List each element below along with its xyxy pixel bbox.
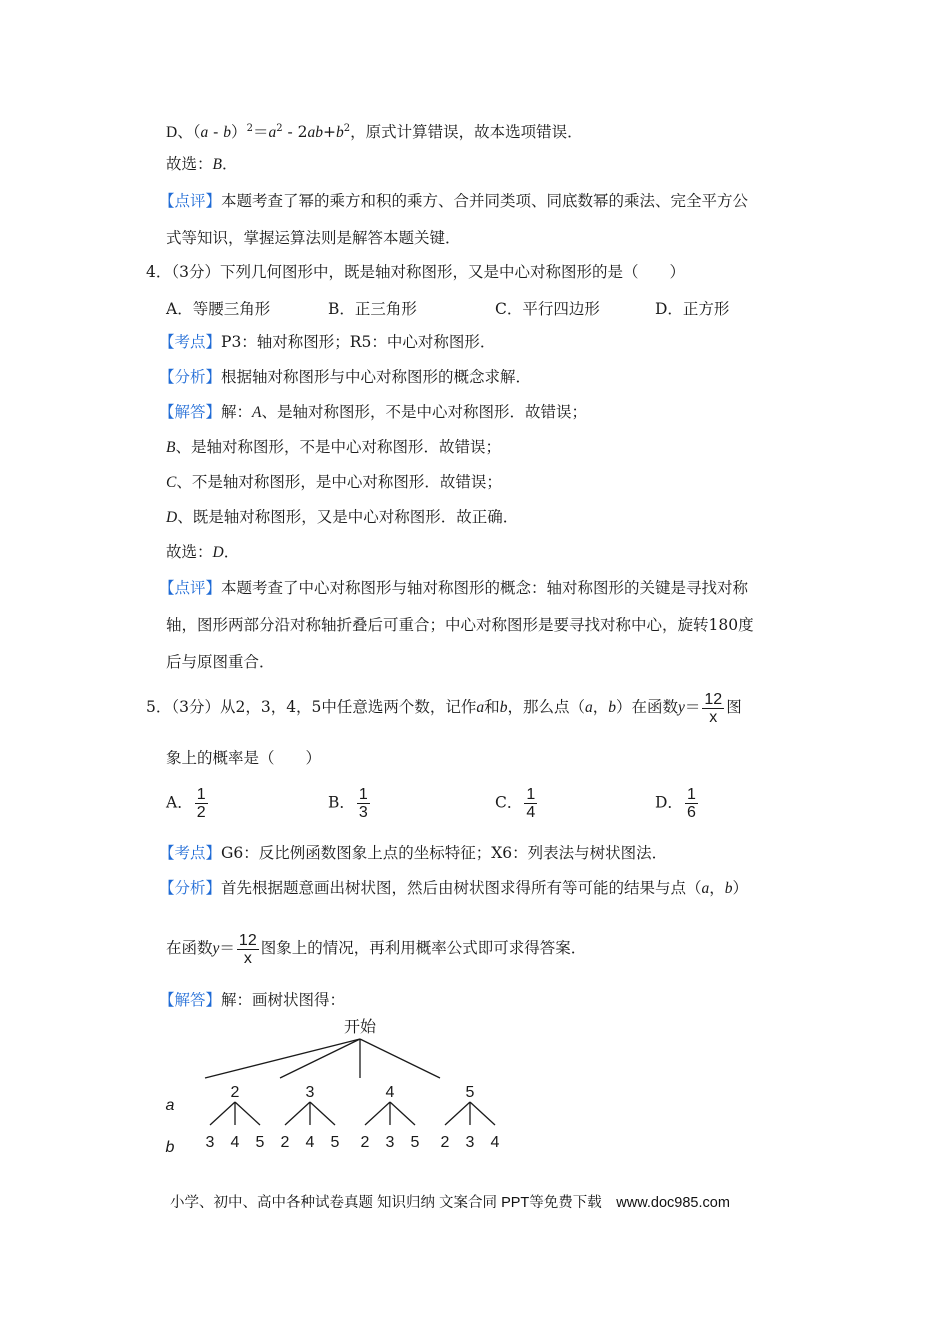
q5-option-d: D． $\frac{1}{6}$: [655, 786, 696, 821]
q5-stem-cont: 象上的概率是（ ）: [166, 749, 322, 767]
q5-kaodian: 【考点】G6：反比例函数图象上点的坐标特征；X6：列表法与树状图法．: [159, 844, 668, 862]
q4-option-b: B．正三角形: [328, 300, 417, 318]
q4-option-d: D．正方形: [655, 300, 730, 318]
tree-edge: [470, 1102, 495, 1125]
q4-review-cont: 轴，图形两部分沿对称轴折叠后可重合；中心对称图形是要寻找对称中心，旋转180度: [166, 616, 754, 634]
tree-node-a: 2: [230, 1084, 240, 1101]
q3-option-d-explanation: D、$(a - b)^2=a^2 - 2ab+b^2$，原式计算错误，故本选项错误．: [166, 123, 583, 141]
tree-node-b: 3: [385, 1134, 395, 1151]
tree-node-a: 4: [385, 1084, 395, 1101]
q4-review: 【点评】本题考查了中心对称图形与轴对称图形的概念：轴对称图形的关键是寻找对称: [159, 579, 749, 597]
q5-stem: 5．（3分）从2，3，4，5中任意选两个数，记作a和b，那么点（a，b）在函数y＝ $\frac{12}{x}$ 图: [146, 690, 742, 726]
tree-node-b: 2: [280, 1134, 290, 1151]
q3-review-cont: 式等知识，掌握运算法则是解答本题关键．: [166, 229, 461, 247]
tree-row-a-label: a: [165, 1097, 175, 1114]
tree-node-b: 5: [330, 1134, 340, 1151]
q4-kaodian: 【考点】P3：轴对称图形；R5：中心对称图形．: [159, 333, 496, 351]
tree-node-b: 4: [230, 1134, 240, 1151]
q3-review: 【点评】本题考查了幂的乘方和积的乘方、合并同类项、同底数幂的乘法、完全平方公: [159, 192, 749, 210]
q3-answer: 故选：B．: [166, 155, 238, 173]
tree-edge: [390, 1102, 415, 1125]
tree-edge: [365, 1102, 390, 1125]
q4-option-a: A．等腰三角形: [166, 300, 271, 318]
tree-edge: [310, 1102, 335, 1125]
page-footer: 小学、初中、高中各种试卷真题 知识归纳 文案合同 PPT等免费下载 www.doc985.com: [170, 1195, 730, 1211]
tree-node-b: 3: [205, 1134, 215, 1151]
tree-diagram: [150, 1012, 510, 1162]
tree-edge: [235, 1102, 260, 1125]
q4-option-c: C．平行四边形: [495, 300, 600, 318]
tree-edge: [205, 1039, 360, 1078]
tree-edge: [360, 1039, 440, 1078]
q4-answer: 故选：D．: [166, 543, 240, 561]
tree-node-b: 2: [360, 1134, 370, 1151]
q5-function-fraction: $\frac{12}{x}$: [704, 690, 723, 726]
tree-node-b: 3: [465, 1134, 475, 1151]
tree-edge: [445, 1102, 470, 1125]
q5-fenxi: 【分析】首先根据题意画出树状图，然后由树状图求得所有等可能的结果与点（a，b）: [159, 879, 749, 897]
tree-node-b: 4: [305, 1134, 315, 1151]
tree-node-b: 5: [410, 1134, 420, 1151]
tree-node-b: 4: [490, 1134, 500, 1151]
q4-jieda-d: D、既是轴对称图形，又是中心对称图形．故正确．: [166, 508, 519, 526]
tree-node-a: 3: [305, 1084, 315, 1101]
tree-root-label: 开始: [343, 1019, 377, 1036]
q5-option-b: B． $\frac{1}{3}$: [328, 786, 368, 821]
tree-node-a: 5: [465, 1084, 475, 1101]
q5-jieda: 【解答】解：画树状图得：: [159, 991, 346, 1009]
tree-edge: [280, 1039, 360, 1078]
q4-jieda-b: B、是轴对称图形，不是中心对称图形．故错误；: [166, 438, 501, 456]
tree-edge: [285, 1102, 310, 1125]
q4-stem: 4．（3分）下列几何图形中，既是轴对称图形，又是中心对称图形的是（ ）: [146, 263, 685, 281]
q5-option-c: C． $\frac{1}{4}$: [495, 786, 536, 821]
q4-review-end: 后与原图重合．: [166, 653, 275, 671]
q4-fenxi: 【分析】根据轴对称图形与中心对称图形的概念求解．: [159, 368, 532, 386]
tree-node-b: 2: [440, 1134, 450, 1151]
q5-option-a: A． $\frac{1}{2}$: [166, 786, 206, 821]
tree-node-b: 5: [255, 1134, 265, 1151]
q4-jieda-c: C、不是轴对称图形，是中心对称图形．故错误；: [166, 473, 502, 491]
tree-edge: [210, 1102, 235, 1125]
q5-fenxi-cont: 在函数y＝ $\frac{12}{x}$ 图象上的情况，再利用概率公式即可求得答案．: [166, 931, 587, 967]
tree-row-b-label: b: [165, 1139, 175, 1156]
q4-jieda: 【解答】解：A、是轴对称图形，不是中心对称图形．故错误；: [159, 403, 588, 421]
